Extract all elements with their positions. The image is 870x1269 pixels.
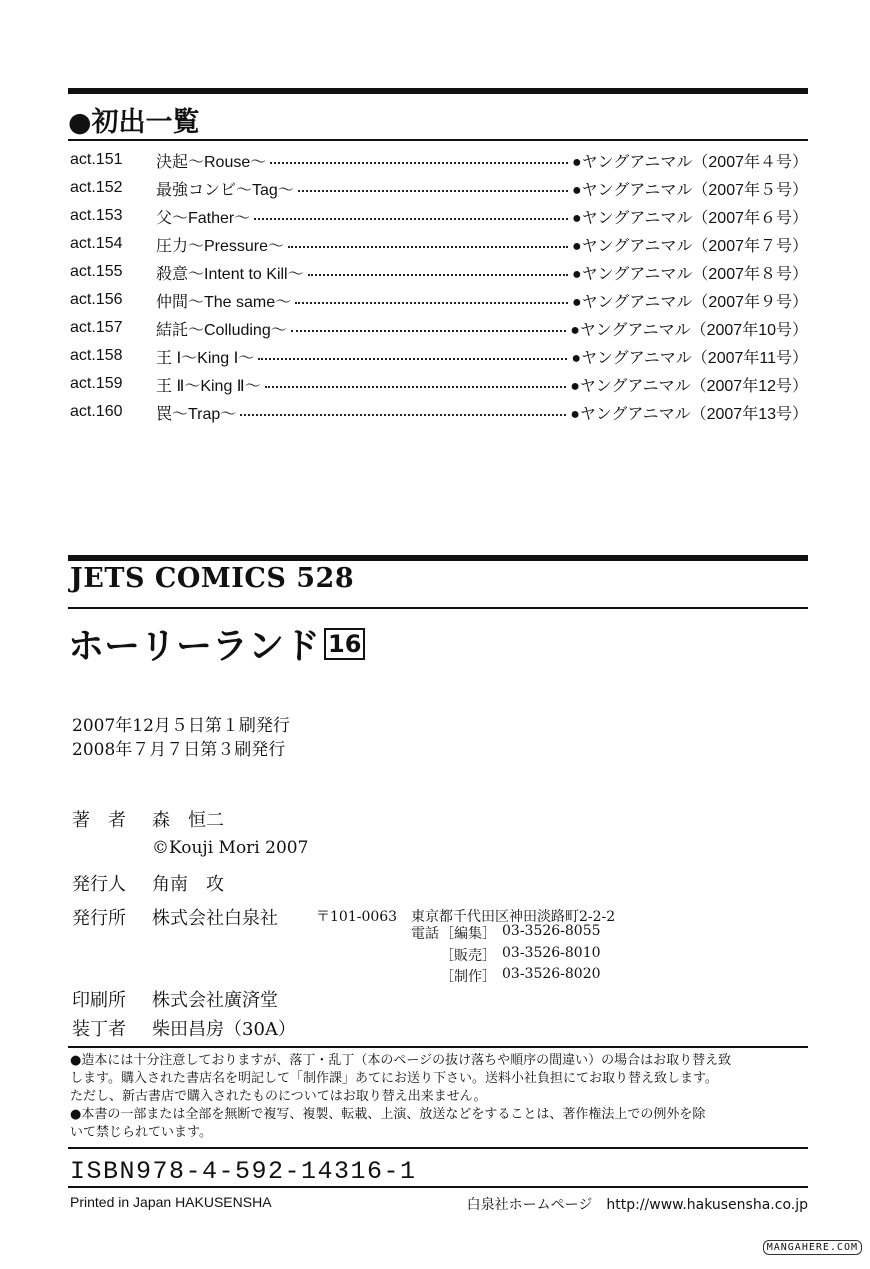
title-underline <box>68 139 808 141</box>
first-print-date: 2007年12月５日第１刷発行 <box>72 716 290 736</box>
phone-dept-production: ［制作］ <box>440 969 496 985</box>
act-number: act.151 <box>70 151 123 168</box>
notice-line: します。購入された書店名を明記して「制作課」あてにお送り下さい。送料小社負担にてお取り替え致します。 <box>70 1071 718 1086</box>
act-row <box>70 398 808 426</box>
act-title: 王 Ⅱ〜King Ⅱ〜 <box>156 377 261 395</box>
leader-dots <box>308 274 568 276</box>
act-row <box>70 314 808 342</box>
leader-dots <box>295 302 568 304</box>
act-number: act.157 <box>70 319 123 336</box>
author-name: 森 恒二 <box>152 810 224 831</box>
act-source: ●ヤングアニマル（2007年９号） <box>572 293 808 311</box>
leader-dots <box>298 190 568 192</box>
act-row <box>70 370 808 398</box>
act-title: 圧力〜Pressure〜 <box>156 237 285 255</box>
act-row <box>70 146 808 174</box>
act-row <box>70 174 808 202</box>
notice-rule <box>68 1046 808 1048</box>
act-source: ●ヤングアニマル（2007年６号） <box>572 209 808 227</box>
act-row <box>70 202 808 230</box>
phone-label: 電話 <box>411 926 439 942</box>
act-source: ●ヤングアニマル（2007年11号） <box>571 349 808 367</box>
phone-dept-editorial: ［編集］ <box>440 926 496 942</box>
act-title: 罠〜Trap〜 <box>156 405 237 423</box>
printer-name: 株式会社廣済堂 <box>152 990 278 1011</box>
footer-rule <box>68 1186 808 1188</box>
act-title: 結託〜Colluding〜 <box>156 321 287 339</box>
act-number: act.155 <box>70 263 123 280</box>
publisher-homepage: 白泉社ホームページ http://www.hakusensha.co.jp <box>466 1197 808 1213</box>
book-title <box>68 618 365 669</box>
act-title: 決起〜Rouse〜 <box>156 153 267 171</box>
notice-line: いて禁じられています。 <box>70 1125 212 1140</box>
leader-dots <box>288 246 568 248</box>
act-number: act.160 <box>70 403 123 420</box>
phone-dept-sales: ［販売］ <box>440 948 496 964</box>
phone-number-sales: 03-3526-8010 <box>502 945 601 961</box>
notice-line: ただし、新古書店で購入されたものについてはお取り替え出来ません。 <box>70 1089 487 1104</box>
designer-name: 柴田昌房（30A） <box>152 1019 296 1040</box>
act-source: ●ヤングアニマル（2007年12号） <box>570 377 808 395</box>
act-number: act.158 <box>70 347 123 364</box>
act-number: act.159 <box>70 375 123 392</box>
act-row <box>70 230 808 258</box>
leader-dots <box>265 386 567 388</box>
act-number: act.153 <box>70 207 123 224</box>
publisher-name: 株式会社白泉社 <box>152 908 278 929</box>
watermark: MANGAHERE.COM <box>763 1240 862 1255</box>
act-title: 最強コンビ〜Tag〜 <box>156 181 294 199</box>
leader-dots <box>258 358 567 360</box>
series-name: JETS COMICS 528 <box>70 563 355 594</box>
notice-line: ●造本には十分注意しておりますが、落丁・乱丁（本のページの抜け落ちや順序の間違い）の場合はお取り替え致 <box>70 1053 732 1068</box>
publisher-person: 角南 攻 <box>152 874 224 895</box>
leader-dots <box>240 414 566 416</box>
top-rule <box>68 88 808 94</box>
act-source: ●ヤングアニマル（2007年４号） <box>572 153 808 171</box>
act-title: 父〜Father〜 <box>156 209 251 227</box>
act-source: ●ヤングアニマル（2007年８号） <box>572 265 808 283</box>
act-row <box>70 258 808 286</box>
third-print-date: 2008年７月７日第３刷発行 <box>72 740 286 760</box>
postal-code: 〒101-0063 <box>316 909 398 925</box>
act-number: act.154 <box>70 235 123 252</box>
phone-number-production: 03-3526-8020 <box>502 966 601 982</box>
act-number: act.152 <box>70 179 123 196</box>
act-source: ●ヤングアニマル（2007年７号） <box>572 237 808 255</box>
publisher-address: 東京都千代田区神田淡路町2-2-2 <box>411 909 616 925</box>
printer-label: 印刷所 <box>72 990 126 1011</box>
act-list <box>70 146 808 426</box>
act-source: ●ヤングアニマル（2007年13号） <box>570 405 808 423</box>
isbn: ISBN978-4-592-14316-1 <box>70 1157 417 1186</box>
notice-block <box>70 1052 812 1142</box>
author-label: 著 者 <box>72 810 126 831</box>
copyright: ©Kouji Mori 2007 <box>152 838 309 858</box>
leader-dots <box>270 162 568 164</box>
notice-bottom-rule <box>68 1147 808 1149</box>
act-row <box>70 342 808 370</box>
book-title-text: ホーリーランド <box>68 626 321 667</box>
phone-number-editorial: 03-3526-8055 <box>502 923 601 939</box>
leader-dots <box>291 330 567 332</box>
publisher-person-label: 発行人 <box>72 874 126 895</box>
act-row <box>70 286 808 314</box>
publisher-label: 発行所 <box>72 908 126 929</box>
printed-in: Printed in Japan HAKUSENSHA <box>70 1194 272 1210</box>
volume-number: 16 <box>324 628 365 660</box>
section-title: ●初出一覧 <box>68 107 200 138</box>
act-title: 王 Ⅰ〜King Ⅰ〜 <box>156 349 255 367</box>
act-title: 殺意〜Intent to Kill〜 <box>156 265 304 283</box>
designer-label: 装丁者 <box>72 1019 126 1040</box>
series-underline <box>68 607 808 609</box>
act-title: 仲間〜The same〜 <box>156 293 292 311</box>
middle-rule <box>68 555 808 561</box>
act-source: ●ヤングアニマル（2007年10号） <box>570 321 808 339</box>
notice-line: ●本書の一部または全部を無断で複写、複製、転載、上演、放送などをすることは、著作権法上での例外を除 <box>70 1107 706 1122</box>
act-source: ●ヤングアニマル（2007年５号） <box>572 181 808 199</box>
act-number: act.156 <box>70 291 123 308</box>
leader-dots <box>254 218 568 220</box>
